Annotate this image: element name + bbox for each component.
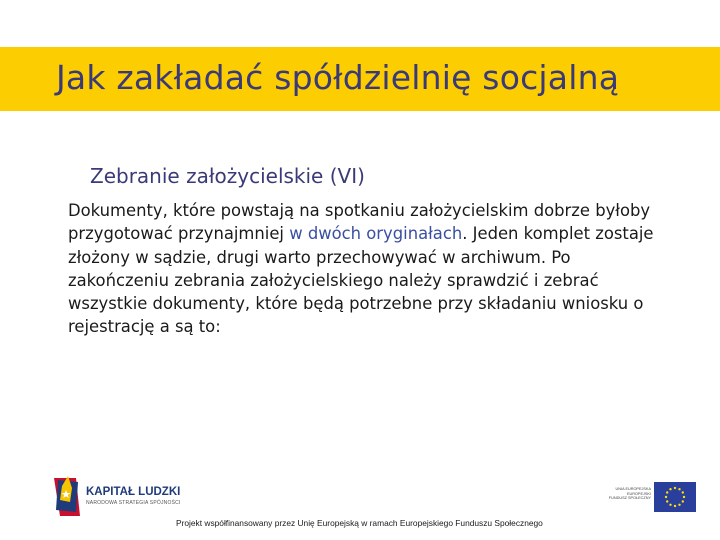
body-text-part1: Dokumenty, które powstają na spotkaniu założycielskim dobrze byłoby przygotować przynajmniej <box>68 201 651 244</box>
eu-caption-line2: EUROPEJSKI <box>626 491 651 496</box>
eu-flag-icon <box>654 482 696 512</box>
slide-body <box>68 199 668 339</box>
logo-left-title: KAPITAŁ LUDZKI <box>86 486 181 498</box>
eu-caption <box>595 487 651 501</box>
eu-caption-line1: UNIA EUROPEJSKA <box>615 487 651 491</box>
eu-caption-line3: FUNDUSZ SPOŁECZNY <box>608 496 651 501</box>
body-text-part2: . Jeden komplet zostaje złożony w sądzie, drugi warto przechowywać w archiwum. Po zakończeniu zebrania założycielskiego należy sprawdzić i zebrać wszystkie dokumenty, które będą potrzebne przy składaniu wniosku o rejestrację a są to: <box>68 224 654 337</box>
footer-note: Projekt współfinansowany przez Unię Europejską w ramach Europejskiego Funduszu Społecznego <box>176 518 543 528</box>
body-highlight: w dwóch oryginałach <box>289 224 463 244</box>
logo-left-subtitle: NARODOWA STRATEGIA SPÓJNOŚCI <box>86 500 181 506</box>
slide-subtitle: Zebranie założycielskie (VI) <box>90 164 365 188</box>
slide-title: Jak zakładać spółdzielnię socjalną <box>56 58 620 97</box>
